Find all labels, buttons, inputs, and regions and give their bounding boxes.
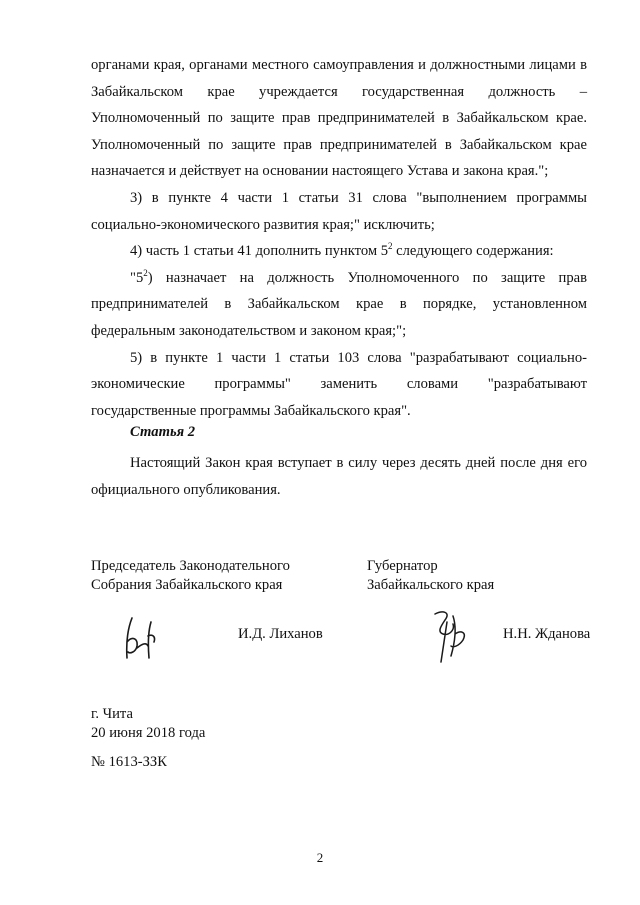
date: 20 июня 2018 года xyxy=(91,725,206,741)
city: г. Чита xyxy=(91,706,133,722)
law-number-text: № 1613-ЗЗК xyxy=(91,754,167,770)
right-title-line-2: Забайкальского края xyxy=(367,577,495,593)
left-handwritten-signature xyxy=(118,612,168,664)
right-handwritten-signature xyxy=(425,606,473,666)
paragraph-item-3: 3) в пункте 4 части 1 статьи 31 слова "выполнением программы социально-экономического развития края;" исключить; xyxy=(91,189,587,233)
paragraph-item-5-2 xyxy=(91,265,587,345)
left-title-line-2: Собрания Забайкальского края xyxy=(91,577,283,593)
left-signatory-name: И.Д. Лиханов xyxy=(238,626,323,642)
right-title-line-1: Губернатор xyxy=(367,558,438,574)
paragraph-item-5-2-open: "5 xyxy=(130,269,144,286)
left-signatory-title xyxy=(91,557,290,595)
paragraph-item-5: 5) в пункте 1 части 1 статьи 103 слова "разрабатывают социально-экономические программы" заменить словами "разрабатывают государственные программы Забайкальского края". xyxy=(91,349,587,419)
right-signatory-name: Н.Н. Жданова xyxy=(503,626,591,642)
paragraph-item-4-text: 4) часть 1 статьи 41 дополнить пунктом 5 xyxy=(130,243,389,260)
paragraph-continuation: органами края, органами местного самоуправления и должностными лицами в Забайкальском крае учреждается государственная должность – Уполномоченный по защите прав предпринимателей в Забайкальском крае. Уполномоченный по защите прав предпринимателей в Забайкальском крае назначается и действует на основании настоящего Устава и закона края."; xyxy=(91,57,587,180)
article-text xyxy=(91,450,587,503)
paragraph-item-5-2-text: ) назначает на должность Уполномоченного по защите прав предпринимателей в Забайкальском крае в порядке, установленном федеральным законодательством и законом края;"; xyxy=(91,269,587,339)
body-text xyxy=(91,52,587,424)
place-and-date xyxy=(91,705,205,743)
left-title-line-1: Председатель Законодательного xyxy=(91,558,290,574)
article-heading: Статья 2 xyxy=(130,424,196,440)
law-number xyxy=(91,753,167,772)
superscript: 2 xyxy=(388,241,393,252)
paragraph-item-4-tail: следующего содержания: xyxy=(392,243,554,260)
right-signatory-title xyxy=(367,557,494,595)
paragraph-item-4 xyxy=(91,238,587,265)
page-number: 2 xyxy=(316,850,324,865)
superscript: 2 xyxy=(143,267,148,278)
article-paragraph: Настоящий Закон края вступает в силу через десять дней после дня его официального опубликования. xyxy=(91,455,587,498)
